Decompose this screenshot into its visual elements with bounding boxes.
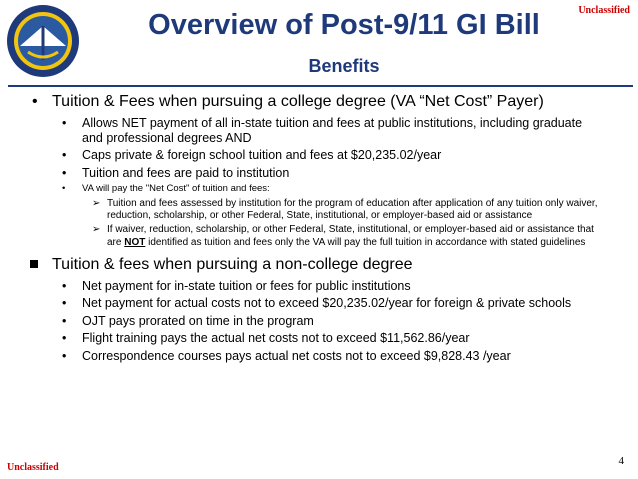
- emphasis-not: NOT: [124, 236, 146, 248]
- classification-marking-bottom: Unclassified: [7, 462, 59, 473]
- bullet-icon: •: [62, 165, 67, 180]
- bullet-icon: •: [62, 183, 66, 194]
- arrow-bullet-icon: ➢: [92, 198, 101, 209]
- sub-list-item: ➢ If waiver, reduction, scholarship, or other Federal, State, institutional, or employer-based aid or assistance that are NOT identified as tuition and fees only the VA will pay the full tuition in accordance with stated guidelines: [92, 224, 594, 248]
- page-number: 4: [618, 455, 624, 467]
- section-noncollege-heading: Tuition & fees when pursuing a non-college degree: [0, 255, 612, 274]
- bullet-icon: •: [62, 116, 67, 130]
- section-college-heading: • Tuition & Fees when pursuing a college degree (VA “Net Cost” Payer): [32, 93, 544, 110]
- bullet-icon: •: [62, 278, 67, 293]
- list-item: • VA will pay the "Net Cost" of tuition and fees:: [62, 183, 270, 194]
- agency-seal-icon: [6, 4, 80, 78]
- bullet-icon: •: [32, 93, 38, 110]
- bullet-icon: •: [62, 313, 67, 328]
- square-bullet-icon: [30, 260, 38, 268]
- list-item: • Flight training pays the actual net costs not to exceed $11,562.86/year: [62, 331, 470, 346]
- sub-list-item: ➢ Tuition and fees assessed by institution for the program of education after application of any tuition only waiver, reduction, scholarship, or other Federal, State, institutional, or employer-based aid or assistance: [92, 198, 598, 222]
- slide-body: [0, 92, 638, 366]
- bullet-icon: •: [62, 331, 67, 346]
- list-item: • Net payment for in-state tuition or fees for public institutions: [62, 278, 411, 293]
- title-divider: [8, 85, 633, 87]
- classification-marking-top: Unclassified: [578, 5, 630, 16]
- list-item: • OJT pays prorated on time in the program: [62, 313, 314, 328]
- bullet-icon: •: [62, 148, 67, 162]
- bullet-icon: •: [62, 296, 67, 311]
- list-item: • Tuition and fees are paid to institution: [62, 165, 290, 180]
- slide-title: Overview of Post-9/11 GI Bill: [148, 9, 540, 41]
- list-item: • Correspondence courses pays actual net costs not to exceed $9,828.43 /year: [62, 348, 511, 363]
- list-item: • Allows NET payment of all in-state tuition and fees at public institutions, including graduate and professional degrees AND: [62, 116, 583, 145]
- list-item: • Caps private & foreign school tuition and fees at $20,235.02/year: [62, 148, 442, 162]
- arrow-bullet-icon: ➢: [92, 224, 101, 236]
- list-item: • Net payment for actual costs not to exceed $20,235.02/year for foreign & private schools: [62, 296, 572, 311]
- bullet-icon: •: [62, 348, 67, 363]
- slide-subtitle: Benefits: [308, 56, 380, 76]
